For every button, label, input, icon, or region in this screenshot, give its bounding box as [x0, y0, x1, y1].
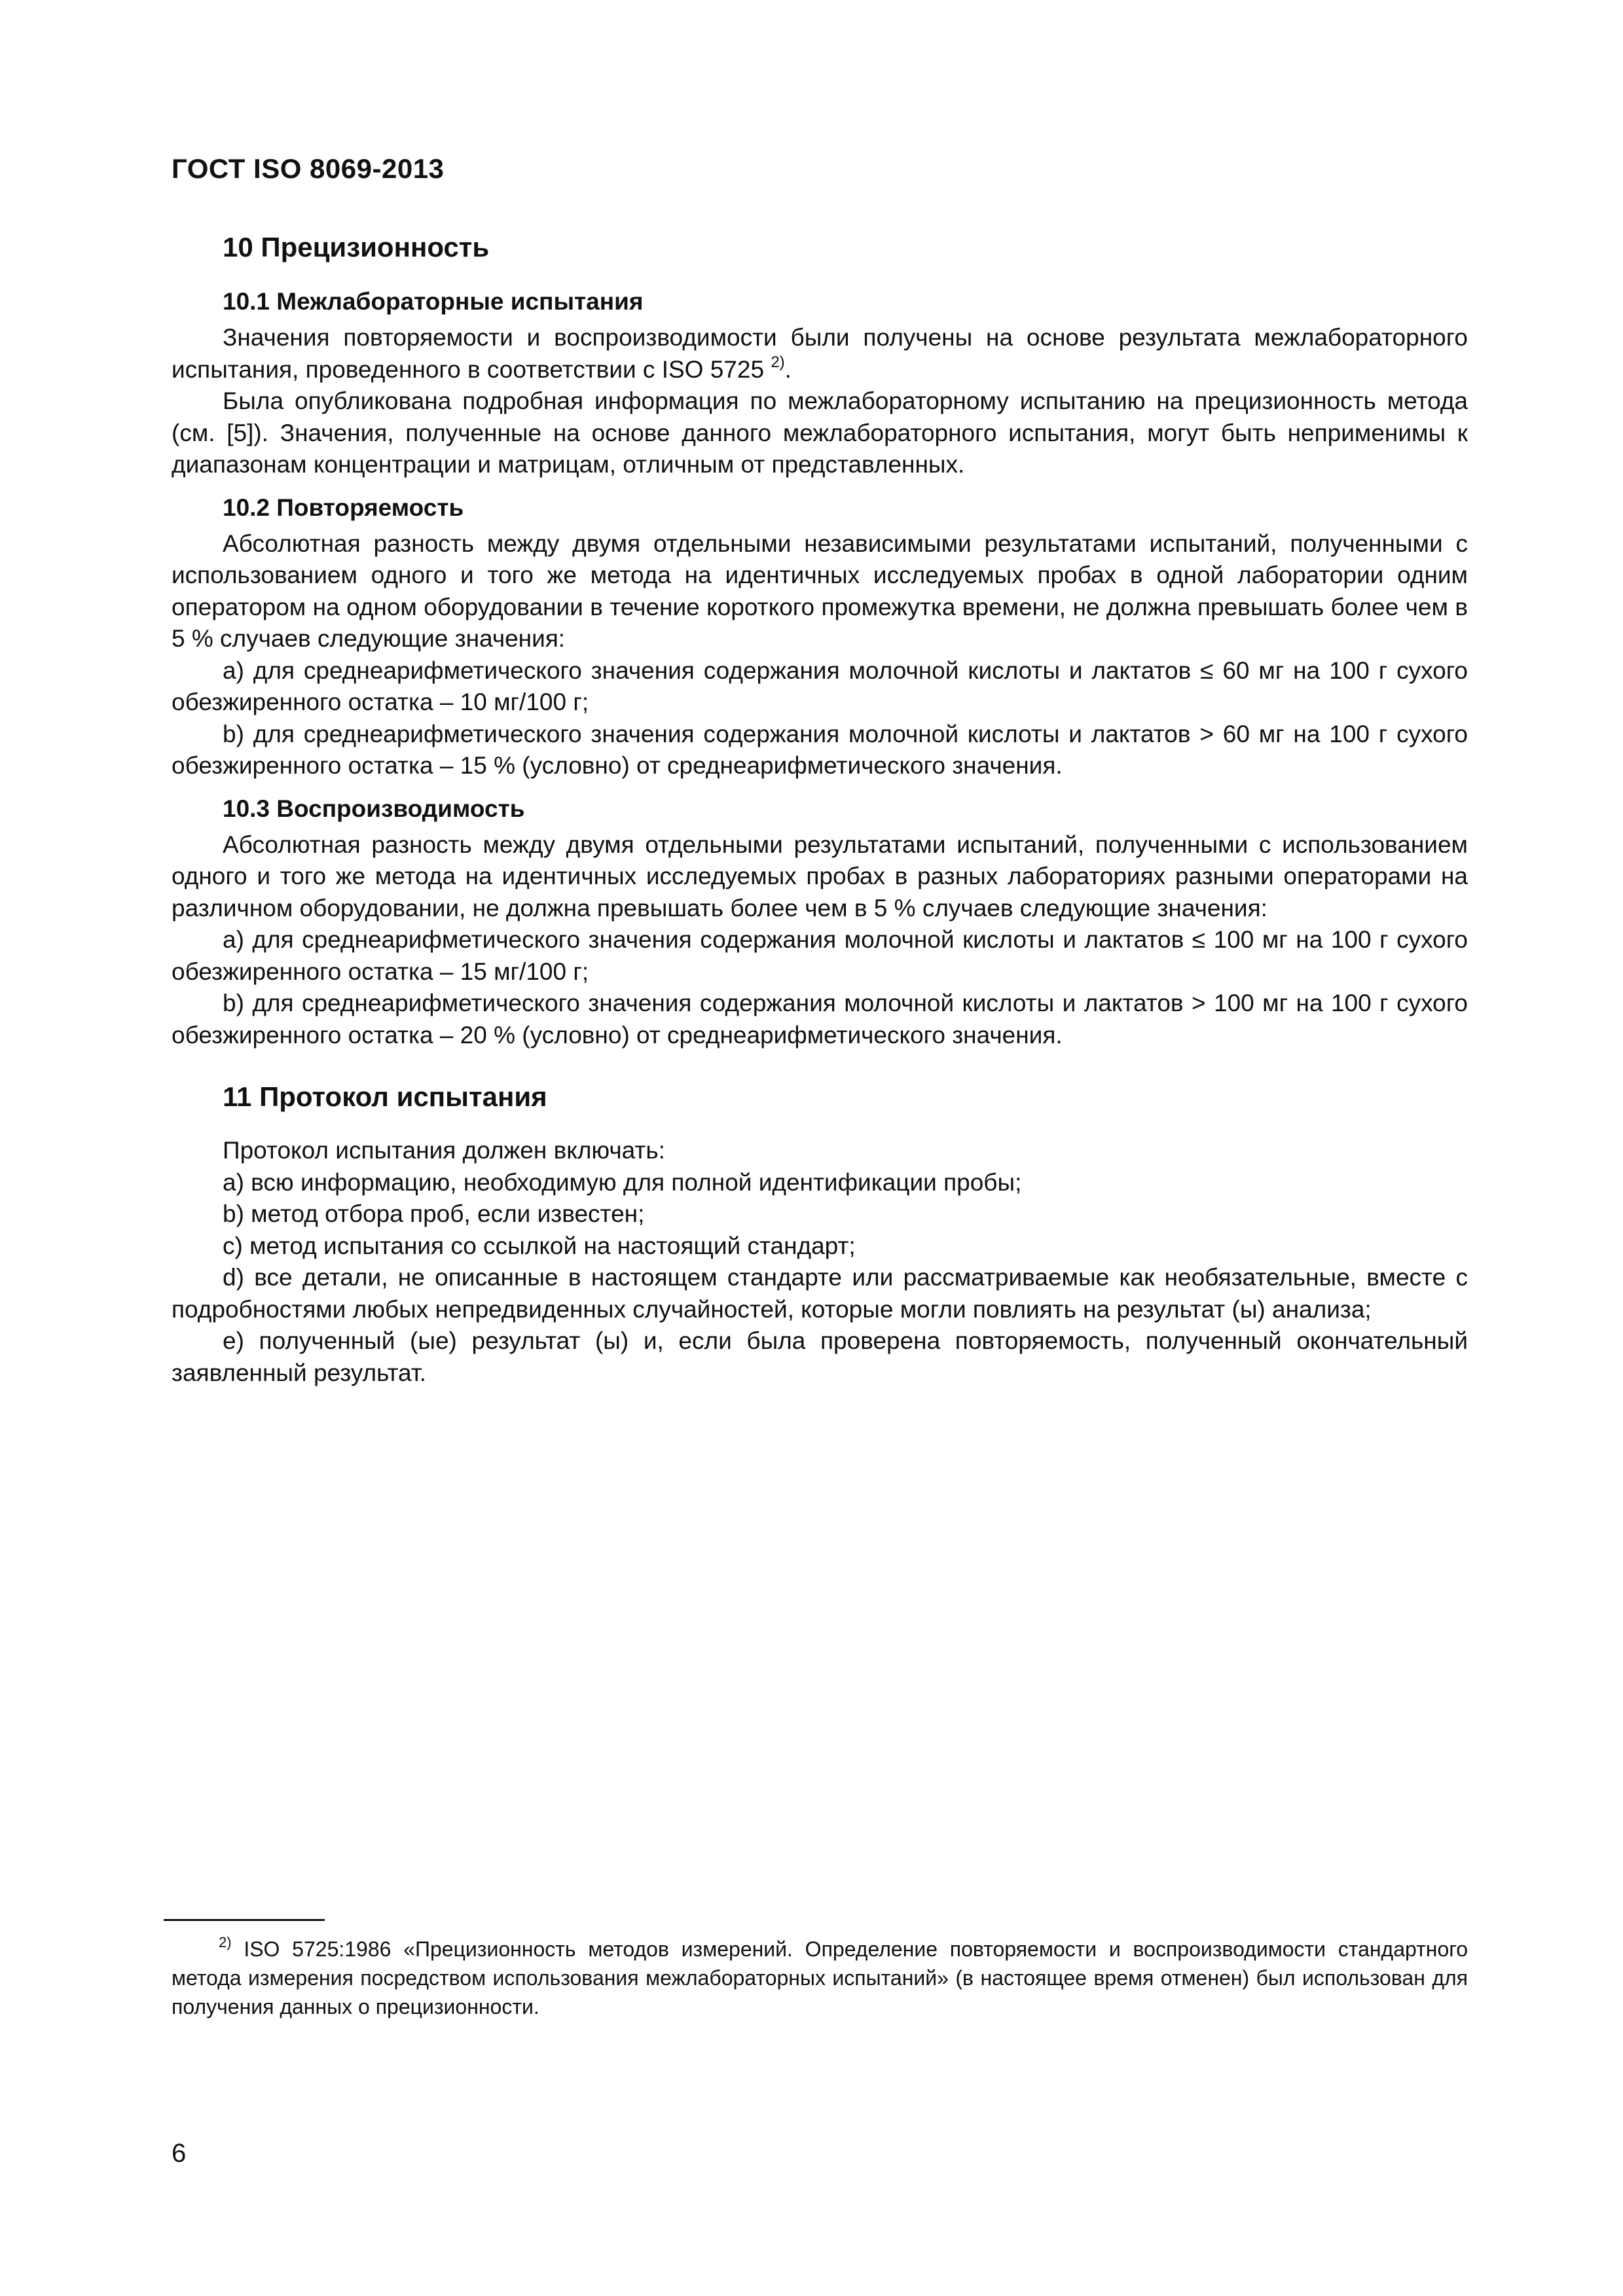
section-11-title: 11 Протокол испытания: [223, 1081, 547, 1112]
section-10-2-paragraph-1: Абсолютная разность между двумя отдельными независимыми результатами испытаний, полученными с использованием одного и того же метода на идентичных исследуемых пробах в одной лаборатории одним оператором на одном оборудовании в течение короткого промежутка времени, не должна превышать более чем в 5 % случаев следующие значения:: [172, 529, 1468, 652]
section-10-title: 10 Прецизионность: [223, 232, 490, 262]
section-10-3-title: 10.3 Воспроизводимость: [223, 795, 525, 822]
document-code-header: ГОСТ ISO 8069-2013: [172, 153, 445, 184]
section-10-2-item-b: b) для среднеарифметического значения содержания молочной кислоты и лактатов > 60 мг на 100 г сухого обезжиренного остатка – 15 % (условно) от среднеарифметического значения.: [172, 720, 1468, 779]
section-11-item-b: b) метод отбора проб, если известен;: [223, 1200, 645, 1227]
section-10-1-paragraph-2: Была опубликована подробная информация по межлабораторному испытанию на прецизионность метода (см. [5]). Значения, полученные на основе данного межлабораторного испытания, могут быть неприменимы к диапазонам концентрации и матрицам, отличным от представленных.: [172, 387, 1468, 478]
section-10-1-paragraph-1-end: .: [784, 355, 792, 383]
footnote-separator: [164, 1919, 325, 1921]
page-number: 6: [172, 2139, 187, 2168]
section-10-3-item-a: a) для среднеарифметического значения содержания молочной кислоты и лактатов ≤ 100 мг на 100 г сухого обезжиренного остатка – 15 мг/100 г;: [172, 926, 1468, 985]
section-11-item-c: c) метод испытания со ссылкой на настоящий стандарт;: [223, 1232, 856, 1259]
section-10-3-paragraph-1: Абсолютная разность между двумя отдельными результатами испытаний, полученными с использованием одного и того же метода на идентичных исследуемых пробах в разных лабораториях разными операторами на различном оборудовании, не должна превышать более чем в 5 % случаев следующие значения:: [172, 831, 1468, 922]
section-10-3-item-b: b) для среднеарифметического значения содержания молочной кислоты и лактатов > 100 мг на 100 г сухого обезжиренного остатка – 20 % (условно) от среднеарифметического значения.: [172, 990, 1468, 1049]
section-10-1-paragraph-1: [172, 322, 1468, 386]
footnote-marker: 2): [219, 1934, 232, 1950]
section-11-item-d: d) все детали, не описанные в настоящем стандарте или рассматриваемые как необязательные, вместе с подробностями любых непредвиденных случайностей, которые могли повлиять на результат (ы) анализа;: [172, 1264, 1468, 1323]
section-11-intro: Протокол испытания должен включать:: [223, 1137, 665, 1164]
document-body: [172, 229, 1468, 1389]
section-11-item-e: e) полученный (ые) результат (ы) и, если была проверена повторяемость, полученный окончательный заявленный результат.: [172, 1327, 1468, 1386]
footnote-text: ISO 5725:1986 «Прецизионность методов измерений. Определение повторяемости и воспроизводимости стандартного метода измерения посредством использования межлабораторных испытаний» (в настоящее время отменен) был использован для получения данных о прецизионности.: [172, 1937, 1468, 2018]
section-10-2-item-a: a) для среднеарифметического значения содержания молочной кислоты и лактатов ≤ 60 мг на 100 г сухого обезжиренного остатка – 10 мг/100 г;: [172, 656, 1468, 715]
footnote-reference: 2): [771, 353, 785, 371]
footnote: [172, 1935, 1468, 2021]
section-10-1-paragraph-1-text: Значения повторяемости и воспроизводимости были получены на основе результата межлабораторного испытания, проведенного в соответствии с ISO 5725: [172, 324, 1468, 383]
section-10-1-title: 10.1 Межлабораторные испытания: [223, 288, 644, 315]
section-11-item-a: a) всю информацию, необходимую для полной идентификации пробы;: [223, 1168, 1022, 1196]
section-10-2-title: 10.2 Повторяемость: [223, 493, 464, 521]
